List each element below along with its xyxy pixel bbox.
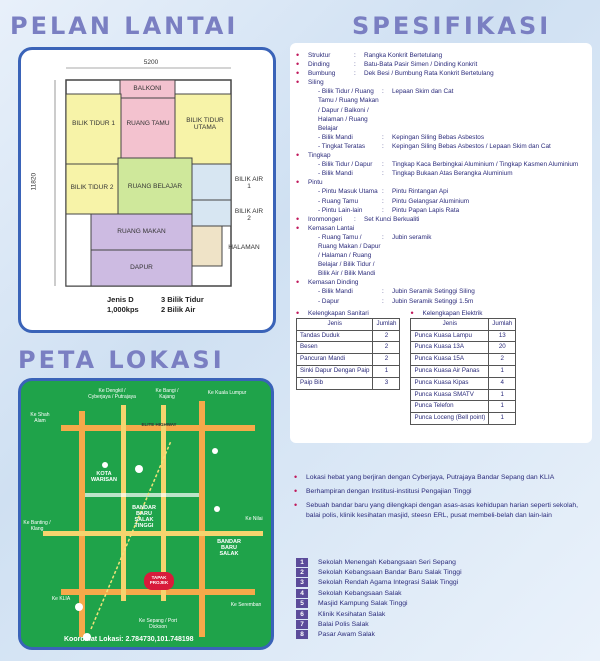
colon: :	[382, 233, 384, 241]
spec-dinding-row-key: - Dapur	[318, 297, 340, 305]
sanitari-table-cell-jenis: Tandas Duduk	[297, 330, 373, 342]
spec-pintu-row	[296, 187, 588, 196]
bullet-dot: •	[410, 307, 414, 318]
room-bilik-tidur-2: BILIK TIDUR 2	[70, 184, 114, 191]
spec-tingkap-label: Tingkap	[308, 152, 331, 160]
map-dir-kl: Ke Kuala Lumpur	[207, 390, 247, 396]
colon: :	[354, 61, 356, 69]
map-dir-banting: Ke Banting / Klang	[23, 520, 51, 532]
bullet-dot: •	[294, 472, 298, 482]
legend-text: Balai Polis Salak	[318, 621, 369, 629]
spec-siling-row-value: Lepaan Skim dan Cat	[392, 88, 454, 96]
location-bullet-text: Lokasi hebat yang berjiran dengan Cyberjaya, Putrajaya Bandar Sepang dan KLIA	[306, 474, 555, 481]
map-elite-highway: ELITE HIGHWAY	[141, 422, 177, 427]
spec-dinding-row-key: - Bilik Mandi	[318, 288, 353, 296]
spec-tingkap-row-value: Tingkap Bukaan Atas Berangka Aluminium	[392, 170, 513, 178]
map-coordinates: Koordinat Lokasi: 2.784730,101.748198	[64, 636, 194, 643]
colon: :	[382, 142, 384, 150]
spec-row-key: Dinding	[308, 61, 330, 69]
spec-tingkap-row-key: - Bilik Tidur / Dapur	[318, 161, 373, 169]
elektrik-table-row	[411, 354, 516, 366]
spec-tingkap-row-key: - Bilik Mandi	[318, 170, 353, 178]
spec-ironmongeri-key: Ironmongeri	[308, 215, 343, 223]
spec-pintu-row-key: - Pintu Masuk Utama	[318, 188, 378, 196]
elektrik-table-cell-jenis: Punca Loceng (Bell point)	[411, 413, 489, 425]
spec-lantai	[296, 224, 588, 233]
colon: :	[382, 197, 384, 205]
elektrik-table-cell-jenis: Punca Kuasa SMATV	[411, 389, 489, 401]
spec-siling-row	[296, 133, 588, 142]
bullet-dot: •	[296, 68, 300, 79]
map-title: PETA LOKASI	[18, 346, 225, 374]
map-bandar-baru-salak: BANDAR BARU SALAK	[217, 539, 241, 558]
elektrik-table-row	[411, 401, 516, 413]
room-bilik-tidur-utama: BILIK TIDUR UTAMA	[186, 117, 224, 132]
spec-siling-row-value: Kepingan Siling Bebas Asbestos	[392, 133, 485, 141]
spec-pintu-row-value: Pintu Papan Lapis Rata	[392, 206, 460, 214]
elektrik-table-cell-jenis: Punca Telefon	[411, 401, 489, 413]
spec-row-value: Dek Besi / Bumbung Rata Konkrit Bertetulang	[364, 70, 494, 78]
spec-siling-row-key: - Bilik Tidur / Ruang Tamu / Ruang Makan / Dapur / Balkoni / Halaman / Ruang Belajar	[318, 88, 379, 132]
colon: :	[382, 297, 384, 305]
sanitari-table-row	[297, 342, 400, 354]
elektrik-table-cell-jenis: Punca Kuasa Air Panas	[411, 365, 489, 377]
sanitari-table-cell-jumlah: 3	[373, 377, 400, 389]
spec-siling-row-value: Kepingan Siling Bebas Asbestos / Lepaan Skim dan Cat	[392, 142, 551, 150]
elektrik-table-col-jenis: Jenis	[411, 318, 489, 330]
bullet-dot: •	[296, 307, 300, 318]
plan-jenis: Jenis D	[107, 295, 134, 304]
map-legend	[296, 557, 586, 640]
sanitari-table-cell-jumlah: 1	[373, 365, 400, 377]
sanitari-table-row	[297, 377, 400, 389]
spec-pintu-row-value: Pintu Gelangsar Aluminium	[392, 197, 470, 205]
map-dir-shah-alam: Ke Shah Alam	[30, 412, 50, 424]
colon: :	[382, 88, 384, 96]
plan-info-left	[107, 295, 139, 315]
spec-row-key: Bumbung	[308, 70, 336, 78]
sanitari-table-col-jenis: Jenis	[297, 318, 373, 330]
spec-pintu-row	[296, 197, 588, 206]
spec-lantai-row-key: - Ruang Tamu / Ruang Makan / Dapur / Halaman / Ruang Belajar / Bilik Tidur / Bilik Air / Bilik Mandi	[318, 233, 381, 278]
room-bilik-air-1: BILIK AIR 1	[234, 176, 264, 191]
bullet-dot: •	[296, 277, 300, 288]
spec-row-key: Struktur	[308, 52, 331, 59]
spec-tingkap-row	[296, 160, 588, 169]
colon: :	[382, 133, 384, 141]
map-dir-bangi: Ke Bangi / Kajang	[155, 388, 179, 400]
legend-number: 3	[296, 578, 308, 587]
tapak-projek-marker: TAPAK PROJEK	[144, 572, 174, 590]
legend-text: Sekolah Kebangsaan Salak	[318, 589, 402, 597]
sanitari-table-row	[297, 365, 400, 377]
elektrik-table	[410, 318, 516, 425]
legend-number: 2	[296, 568, 308, 577]
elektrik-table-row	[411, 330, 516, 342]
spec-card	[290, 43, 592, 443]
elektrik-table-cell-jumlah: 20	[489, 342, 516, 354]
elektrik-table-wrap	[410, 309, 516, 425]
sanitari-table-col-jumlah: Jumlah	[373, 318, 400, 330]
legend-item	[296, 557, 586, 567]
legend-item	[296, 619, 586, 629]
sanitari-table-cell-jumlah: 2	[373, 330, 400, 342]
elektrik-table-cell-jumlah: 4	[489, 377, 516, 389]
elektrik-table-col-jumlah: Jumlah	[489, 318, 516, 330]
legend-number: 7	[296, 620, 308, 629]
spec-tingkap	[296, 151, 588, 160]
bullet-dot: •	[296, 222, 300, 233]
legend-item	[296, 630, 586, 640]
spec-siling-row	[296, 142, 588, 151]
sanitari-table-heading-label: Kelengkapan Sanitari	[308, 309, 369, 317]
location-map	[18, 378, 274, 650]
map-dir-dengkil: Ke Dengkil / Cyberjaya / Putrajaya	[88, 388, 136, 400]
spec-siling-row-key: - Bilik Mandi	[318, 133, 353, 141]
room-bilik-air-2: BILIK AIR 2	[234, 208, 264, 223]
colon: :	[354, 70, 356, 78]
legend-item	[296, 578, 586, 588]
room-ruang-belajar: RUANG BELAJAR	[127, 183, 183, 190]
spec-tingkap-row-value: Tingkap Kaca Berbingkai Aluminium / Tingkap Kasmen Aluminium	[392, 161, 579, 169]
map-dir-seremban: Ke Seremban	[230, 602, 262, 608]
legend-text: Sekolah Rendah Agama Integrasi Salak Tinggi	[318, 579, 459, 587]
sanitari-table-row	[297, 354, 400, 366]
sanitari-table-cell-jumlah: 2	[373, 354, 400, 366]
colon: :	[382, 170, 384, 178]
location-bullet	[294, 473, 594, 482]
spec-pintu-row-key: - Pintu Lain-lain	[318, 206, 363, 214]
spec-lantai-row-value: Jubin seramik	[392, 233, 432, 241]
colon: :	[382, 288, 384, 296]
colon: :	[354, 215, 356, 223]
elektrik-table-cell-jenis: Punca Kuasa 15A	[411, 354, 489, 366]
legend-number: 6	[296, 610, 308, 619]
elektrik-table-row	[411, 365, 516, 377]
location-bullet-text: Sebuah bandar baru yang dilengkapi dengan asas-asas kehidupan harian seperti sekolah, balai polis, klinik kesihatan masjid, steesn ERL, pusat membeli-belah dan lain-lain	[306, 502, 579, 519]
spec-pintu	[296, 178, 588, 187]
location-bullets	[294, 473, 594, 525]
spec-pintu-row	[296, 206, 588, 215]
legend-text: Sekolah Kebangsaan Bandar Baru Salak Tinggi	[318, 569, 462, 577]
legend-item	[296, 567, 586, 577]
sanitari-table	[296, 318, 400, 390]
legend-number: 8	[296, 630, 308, 639]
elektrik-table-row	[411, 389, 516, 401]
bullet-dot: •	[296, 177, 300, 188]
spec-dinding-row	[296, 297, 588, 306]
spec-pintu-label: Pintu	[308, 179, 323, 187]
elektrik-table-row	[411, 377, 516, 389]
colon: :	[382, 206, 384, 214]
elektrik-table-heading	[410, 309, 516, 318]
elektrik-table-cell-jumlah: 1	[489, 389, 516, 401]
floorplan-title: PELAN LANTAI	[10, 12, 239, 40]
elektrik-table-cell-jumlah: 1	[489, 365, 516, 377]
elektrik-table-row	[411, 342, 516, 354]
location-bullet	[294, 501, 594, 519]
map-salak-tinggi: BANDAR BARU SALAK TINGGI	[132, 505, 156, 530]
location-bullet-text: Berhampiran dengan Institusi-institusi Pengajian Tinggi	[306, 488, 472, 496]
room-halaman: HALAMAN	[228, 244, 260, 251]
spec-pintu-row-key: - Ruang Tamu	[318, 197, 359, 205]
elektrik-table-cell-jenis: Punca Kuasa Kipas	[411, 377, 489, 389]
legend-item	[296, 588, 586, 598]
room-ruang-tamu: RUANG TAMU	[126, 120, 170, 127]
spec-dinding-row-value: Jubin Seramik Setinggi Siling	[392, 288, 475, 296]
map-dir-klia: Ke KLIA	[51, 596, 71, 602]
elektrik-table-cell-jumlah: 1	[489, 401, 516, 413]
room-balkoni: BALKONI	[133, 85, 162, 92]
bullet-dot: •	[294, 500, 298, 511]
legend-number: 5	[296, 599, 308, 608]
spec-siling-row	[296, 87, 588, 132]
plan-info-right	[161, 295, 204, 315]
map-dir-nilai: Ke Nilai	[245, 516, 263, 522]
sanitari-table-heading	[296, 309, 400, 318]
floorplan-card	[18, 47, 276, 333]
elektrik-table-row	[411, 413, 516, 425]
spec-row	[296, 60, 588, 69]
sanitari-table-row	[297, 330, 400, 342]
bullet-dot: •	[296, 50, 300, 60]
elektrik-table-cell-jumlah: 13	[489, 330, 516, 342]
map-kota-warisan: KOTA WARISAN	[91, 471, 117, 484]
sanitari-table-cell-jenis: Sinki Dapur Dengan Paip	[297, 365, 373, 377]
spec-title: SPESIFIKASI	[352, 12, 552, 40]
bullet-dot: •	[296, 150, 300, 161]
spec-lantai-row	[296, 233, 588, 278]
legend-number: 1	[296, 558, 308, 567]
spec-dinding-row-value: Jubin Seramik Setinggi 1.5m	[392, 297, 474, 305]
spec-row	[296, 69, 588, 78]
spec-row-value: Rangka Konkrit Bertetulang	[364, 52, 443, 59]
plan-bilik-tidur: 3 Bilik Tidur	[161, 295, 204, 304]
spec-siling-row-key: - Tingkat Teratas	[318, 142, 366, 150]
plan-dim-top: 5200	[143, 59, 159, 66]
sanitari-table-cell-jenis: Besen	[297, 342, 373, 354]
bullet-dot: •	[296, 77, 300, 88]
elektrik-table-heading-label: Kelengkapan Elektrik	[422, 309, 483, 317]
legend-text: Sekolah Menengah Kebangsaan Seri Sepang	[318, 558, 456, 566]
spec-body	[296, 51, 588, 425]
legend-number: 4	[296, 589, 308, 598]
elektrik-table-cell-jenis: Punca Kuasa 13A	[411, 342, 489, 354]
room-ruang-makan: RUANG MAKAN	[117, 228, 166, 235]
room-bilik-tidur-1: BILIK TIDUR 1	[72, 120, 115, 127]
spec-tingkap-row	[296, 169, 588, 178]
room-dapur: DAPUR	[130, 264, 153, 271]
colon: :	[382, 188, 384, 196]
legend-text: Pasar Awam Salak	[318, 631, 375, 639]
spec-ironmongeri	[296, 215, 588, 224]
sanitari-table-cell-jenis: Paip Bib	[297, 377, 373, 389]
elektrik-table-cell-jumlah: 1	[489, 413, 516, 425]
legend-text: Klinik Kesihatan Salak	[318, 610, 386, 618]
spec-tables	[296, 309, 588, 425]
bullet-dot: •	[294, 486, 298, 497]
spec-dinding	[296, 278, 588, 287]
spec-siling	[296, 78, 588, 87]
sanitari-table-cell-jumlah: 2	[373, 342, 400, 354]
elektrik-table-cell-jenis: Punca Kuasa Lampu	[411, 330, 489, 342]
plan-kps: 1,000kps	[107, 305, 139, 315]
spec-row	[296, 51, 588, 60]
elektrik-table-cell-jumlah: 2	[489, 354, 516, 366]
spec-ironmongeri-value: Set Kunci Berkualiti	[364, 215, 420, 223]
legend-item	[296, 609, 586, 619]
location-bullet	[294, 487, 594, 496]
map-dir-sepang: Ke Sepang / Port Dickson	[138, 618, 178, 630]
sanitari-table-wrap	[296, 309, 400, 425]
spec-dinding-label: Kemasan Dinding	[308, 279, 359, 287]
colon: :	[354, 52, 356, 59]
plan-bilik-air: 2 Bilik Air	[161, 305, 196, 315]
spec-dinding-row	[296, 287, 588, 296]
spec-lantai-label: Kemasan Lantai	[308, 224, 355, 232]
legend-item	[296, 599, 586, 609]
bullet-dot: •	[296, 213, 300, 224]
colon: :	[382, 161, 384, 169]
legend-text: Masjid Kampung Salak Tinggi	[318, 600, 408, 608]
sanitari-table-cell-jenis: Pancuran Mandi	[297, 354, 373, 366]
bullet-dot: •	[296, 59, 300, 70]
spec-row-value: Batu-Bata Pasir Simen / Dinding Konkrit	[364, 61, 478, 69]
spec-siling-label: Siling	[308, 79, 324, 87]
spec-pintu-row-value: Pintu Rintangan Api	[392, 188, 449, 196]
plan-dim-side: 11820	[30, 172, 38, 191]
